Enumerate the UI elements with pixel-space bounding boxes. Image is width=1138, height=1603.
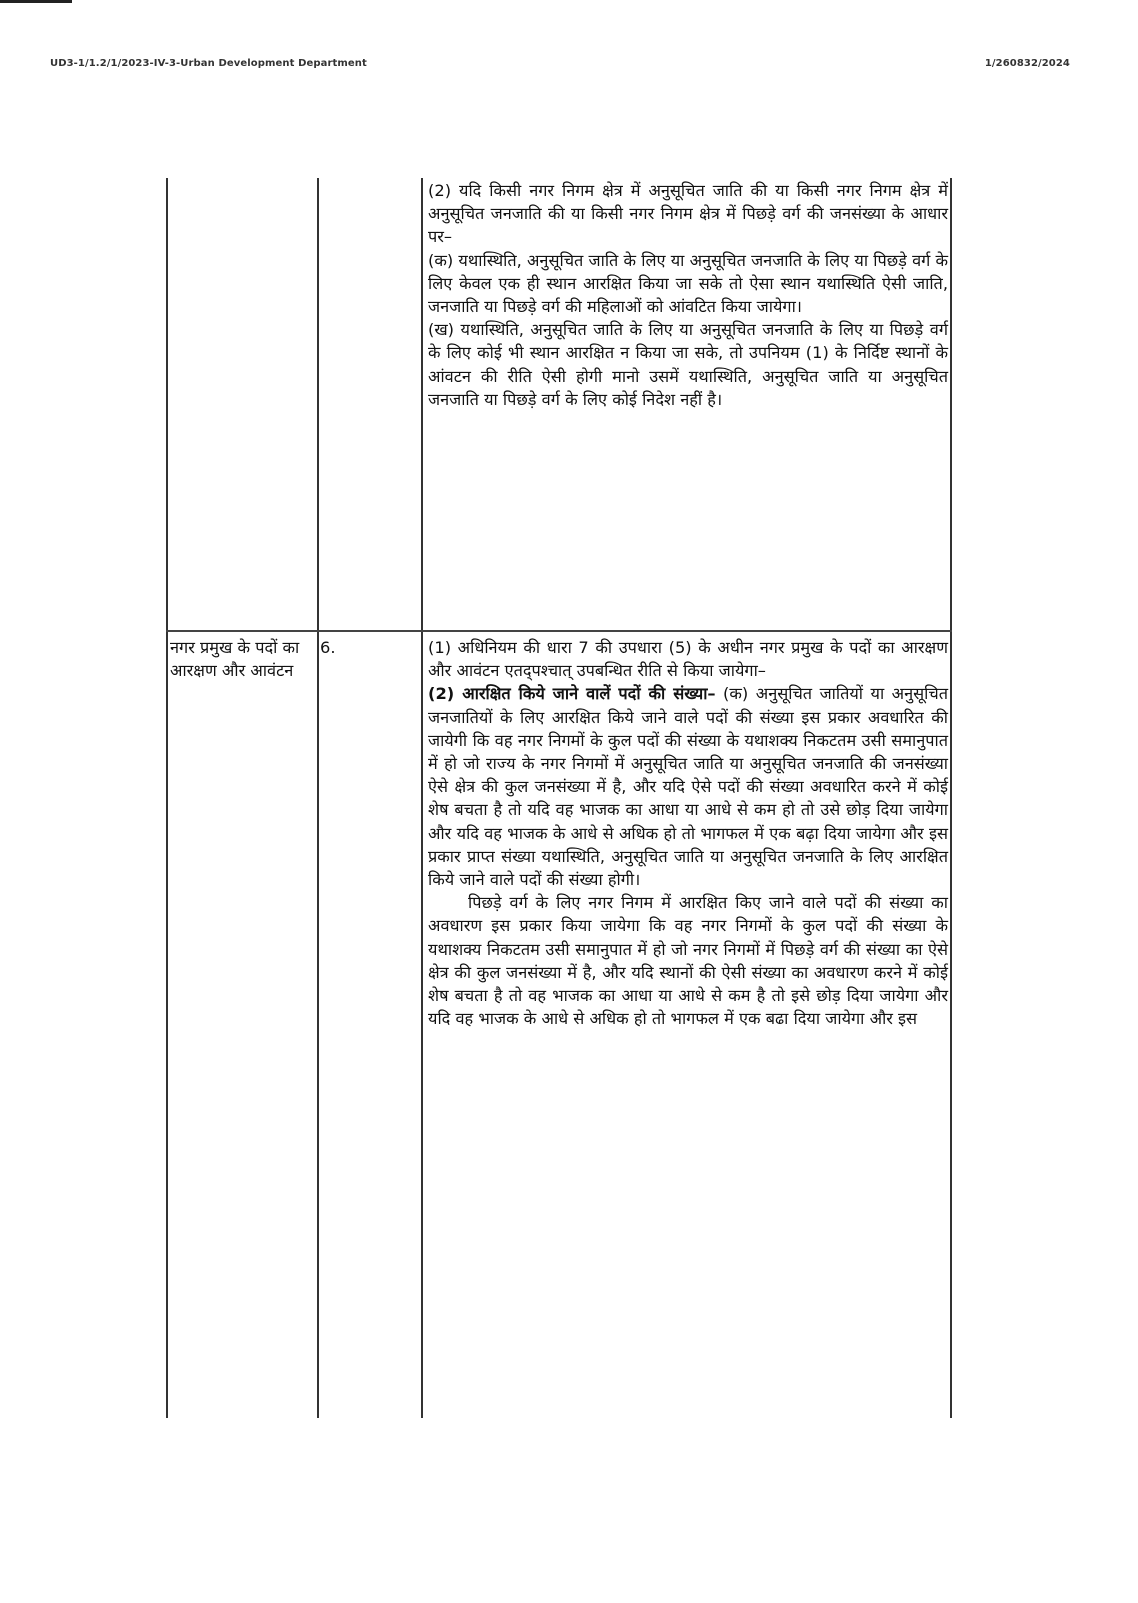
clause-kha: (ख) यथास्थिति, अनुसूचित जाति के लिए या अनुसूचित जनजाति के लिए या पिछड़े वर्ग के लिए कोई भी स्थान आरक्षित न किया जा सके, तो उपनियम (1) के निर्दिष्ट स्थानों के आंवटन की रीति ऐसी होगी मानो उसमें यथास्थिति, अनुसूचित जाति या अनुसूचित जनजाति या पिछड़े वर्ग के लिए कोई निदेश नहीं है। xyxy=(428,320,948,409)
marginal-heading: नगर प्रमुख के पदों का आरक्षण और आवंटन xyxy=(170,638,300,681)
rule-6-clause-2 xyxy=(428,682,948,891)
table-row-divider xyxy=(166,630,952,632)
scan-edge-mark xyxy=(0,0,72,3)
rule-6-text xyxy=(428,636,948,1030)
rule-number: 6. xyxy=(320,638,336,657)
table-border-left xyxy=(166,178,168,1418)
rule-6-clause-1: (1) अधिनियम की धारा 7 की उपधारा (5) के अधीन नगर प्रमुख के पदों का आरक्षण और आवंटन एतद्पश्चात् उपबन्धित रीति से किया जायेगा– xyxy=(428,638,948,681)
clause-2-intro: (2) यदि किसी नगर निगम क्षेत्र में अनुसूचित जाति की या किसी नगर निगम क्षेत्र में अनुसूचित जनजाति की या किसी नगर निगम क्षेत्र में पिछड़े वर्ग की जनसंख्या के आधार पर– xyxy=(428,181,948,247)
backward-class-paragraph: पिछड़े वर्ग के लिए नगर निगम में आरक्षित किए जाने वाले पदों की संख्या का अवधारण इस प्रकार किया जायेगा कि वह नगर निगमों के कुल पदों की संख्या के यथाशक्य निकटतम उसी समानुपात में हो जो नगर निगमों में पिछड़े वर्ग की संख्या का ऐसे क्षेत्र की कुल जनसंख्या में है, और यदि स्थानों की ऐसी संख्या का अवधारण करने में कोई शेष बचता है तो वह भाजक का आधा या आधे से कम है तो इसे छोड़ दिया जायेगा और यदि वह भाजक के आधे से अधिक हो तो भागफल में एक बढा दिया जायेगा और इस xyxy=(428,893,948,1029)
document-number: 1/260832/2024 xyxy=(984,58,1070,69)
file-reference: UD3-1/1.2/1/2023-IV-3-Urban Development Department xyxy=(50,58,367,69)
table-border-col2 xyxy=(317,178,319,1418)
table-border-col3 xyxy=(421,178,423,1418)
table-border-right xyxy=(950,178,952,1418)
rule-5-subclause-2 xyxy=(428,179,948,411)
clause-2-body: (क) अनुसूचित जातियों या अनुसूचित जनजातियों के लिए आरक्षित किये जाने वाले पदों की संख्या इस प्रकार अवधारित की जायेगी कि वह नगर निगमों के कुल पदों की संख्या के यथाशक्य निकटतम उसी समानुपात में हो जो राज्य के नगर निगमों में अनुसूचित जाति या अनुसूचित जनजाति की जनसंख्या ऐसे क्षेत्र की कुल जनसंख्या में है, और यदि ऐसे पदों की संख्या अवधारित करने में कोई शेष बचता है तो यदि वह भाजक का आधा या आधे से कम हो तो उसे छोड़ दिया जायेगा और यदि वह भाजक के आधे से अधिक हो तो भागफल में एक बढ़ा दिया जायेगा और इस प्रकार प्राप्त संख्या यथास्थिति, अनुसूचित जाति या अनुसूचित जनजाति के लिए आरक्षित किये जाने वाले पदों की संख्या होगी। xyxy=(428,684,948,890)
clause-2-heading: (2) आरक्षित किये जाने वालें पदों की संख्या– xyxy=(428,684,716,704)
clause-ka: (क) यथास्थिति, अनुसूचित जाति के लिए या अनुसूचित जनजाति के लिए या पिछड़े वर्ग के लिए केवल एक ही स्थान आरक्षित किया जा सके तो ऐसा स्थान यथास्थिति ऐसी जाति, जनजाति या पिछड़े वर्ग की महिलाओं को आंवटित किया जायेगा। xyxy=(428,250,948,317)
